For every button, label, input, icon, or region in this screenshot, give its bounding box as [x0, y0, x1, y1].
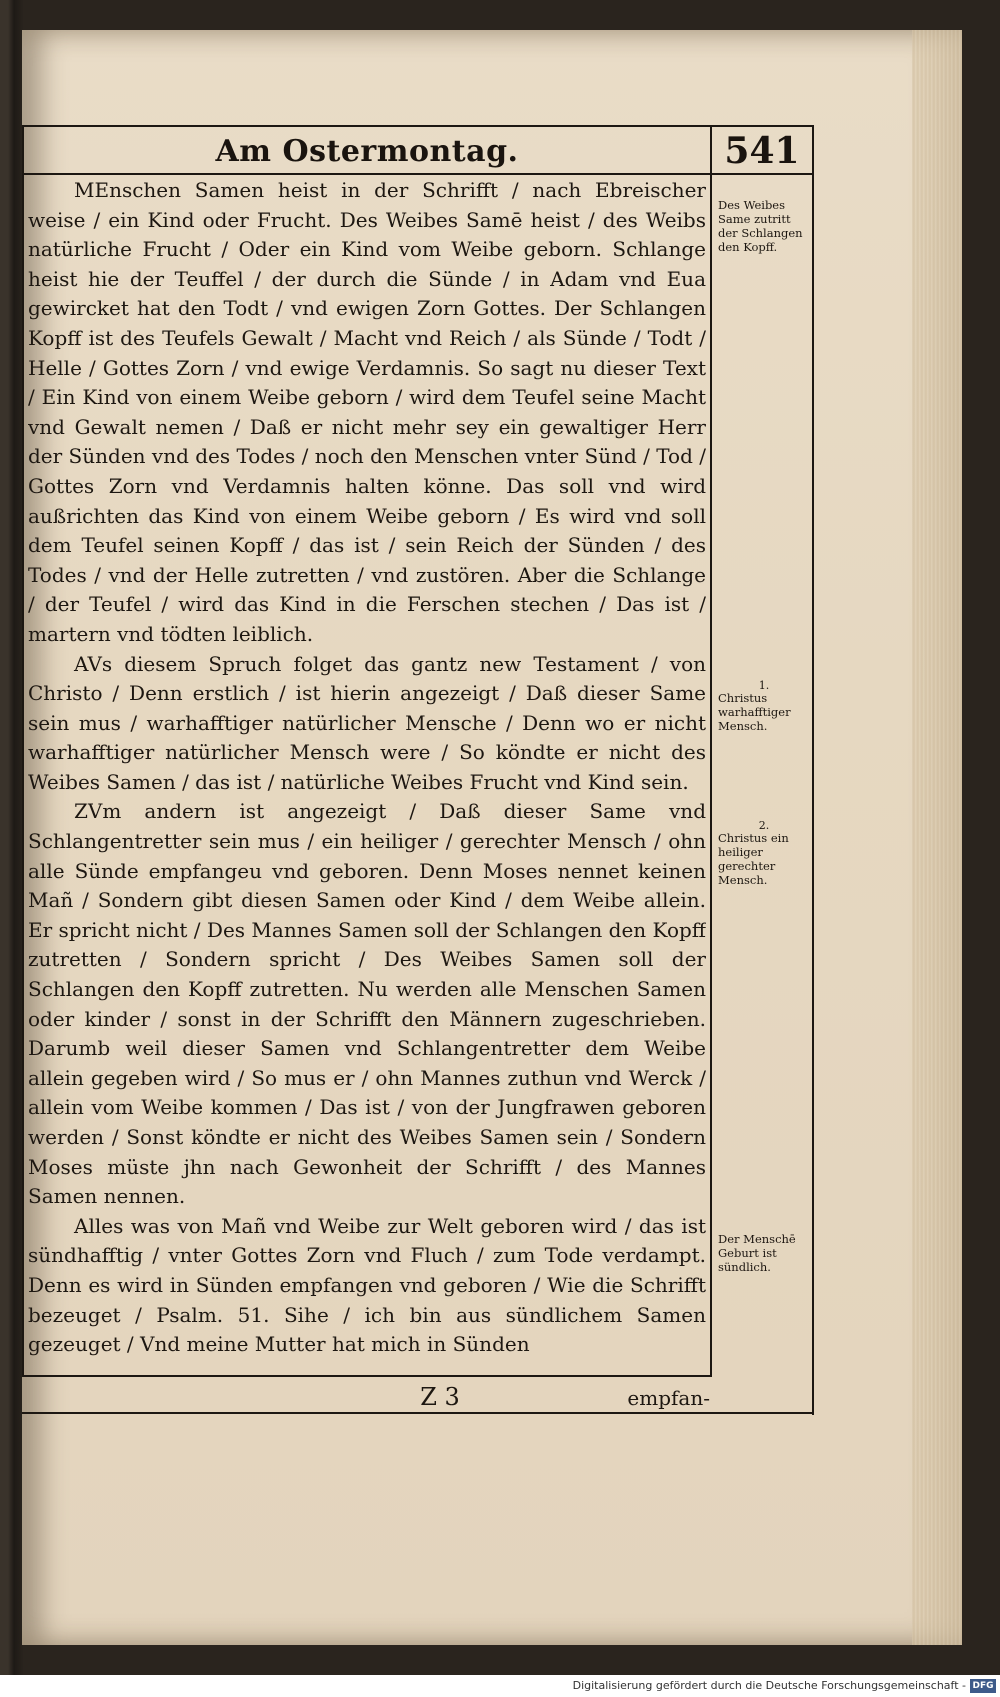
text-bottom-rule — [22, 1375, 712, 1377]
right-border-rule — [812, 125, 814, 1415]
paragraph: Alles was von Mañ vnd Weibe zur Welt geboren wird / das ist sündhafftig / vnter Gottes Zorn vnd Fluch / zum Tode verdampt. Denn es wird in Sünden empfangen vnd geboren / Wie die Schrifft bezeuget / Psalm. 51. Sihe / ich bin aus sündlichem Samen gezeuget / Vnd meine Mutter hat mich in Sünden — [28, 1213, 706, 1357]
marginal-note-text: Christus warhafftiger Mensch. — [718, 691, 791, 733]
footer-rule — [22, 1412, 812, 1414]
paragraph: AVs diesem Spruch folget das gantz new Testament / von Christo / Denn erstlich / ist hierin angezeigt / Daß dieser Same sein mus / warhafftiger natürlicher Mensche / Denn wo er nicht warhafftiger natürlicher Mensch were / So köndte er nicht des Weibes Samen / das ist / natürliche Weibes Frucht vnd Kind sein. — [28, 651, 706, 794]
marginal-note — [718, 1232, 810, 1274]
paragraph: ZVm andern ist angezeigt / Daß dieser Same vnd Schlangentretter sein mus / ein heiliger / gerechter Mensch / ohn alle Sünde empfangeu vnd geboren. Denn Moses nennet keinen Mañ / Sondern gibt diesen Samen oder Kind / dem Weibe allein. Er spricht nicht / Des Mannes Samen soll der Schlangen den Kopff zutretten / Sondern spricht / Des Weibes Samen soll der Schlangen den Kopff zutretten. Nu werden alle Menschen Samen oder kinder / sonst in der Schrifft den Männern zugeschrieben. Darumb weil dieser Samen vnd Schlangentretter dem Weibe allein gegeben wird / So mus er / ohn Mannes zuthun vnd Werck / allein vom Weibe kommen / Das ist / von der Jungfrawen geboren werden / Sonst köndte er nicht des Weibes Samen sein / Sondern Moses müste jhn nach Gewonheit der Schrifft / des Mannes Samen nennen. — [28, 799, 706, 1209]
marginal-note-number: 2. — [758, 819, 770, 832]
marginal-note-text: Des Weibes Same zutritt der Schlangen den Kopff. — [718, 198, 803, 254]
marginal-note — [718, 680, 810, 733]
catchword: empfan- — [627, 1386, 710, 1410]
running-title: Am Ostermontag. — [215, 134, 519, 169]
paragraph: MEnschen Samen heist in der Schrifft / nach Ebreischer weise / ein Kind oder Frucht. Des Weibes Samē heist / des Weibs natürliche Frucht / Oder ein Kind vom Weibe geborn. Schlange heist hie der Teuffel / der durch die Sünde / in Adam vnd Eua gewircket hat den Todt / vnd ewigen Zorn Gottes. Der Schlangen Kopff ist des Teufels Gewalt / Macht vnd Reich / als Sünde / Todt / Helle / Gottes Zorn / vnd ewige Verdamnis. So sagt nu dieser Text / Ein Kind von einem Weibe geborn / wird dem Teufel seine Macht vnd Gewalt nemen / Daß er nicht mehr sey ein gewaltiger Herr der Sünden vnd des Todes / noch den Menschen vnter Sünd / Tod / Gottes Zorn vnd Verdamnis halten könne. Das soll vnd wird außrichten das Kind von einem Weibe geborn / Es wird vnd soll dem Teufel seinen Kopff / das ist / sein Reich der Sünden / des Todes / vnd der Helle zutretten / vnd zustören. Aber die Schlange / der Teufel / wird das Kind in die Ferschen stechen / Das ist / martern vnd tödten leiblich. — [28, 178, 706, 646]
signature-mark: Z 3 — [420, 1383, 460, 1411]
footer-text: Digitalisierung gefördert durch die Deutsche Forschungsgemeinschaft - — [572, 1679, 966, 1692]
marginal-note — [718, 198, 810, 254]
marginal-note-number: 1. — [758, 679, 770, 692]
marginal-note — [718, 820, 810, 887]
page-number: 541 — [724, 130, 800, 172]
page-edge-decoration — [912, 30, 962, 1645]
marginal-note-text: Christus ein heiliger gerechter Mensch. — [718, 831, 789, 887]
footer-bar — [0, 1675, 1000, 1697]
marginal-note-text: Der Menschē Geburt ist sündlich. — [718, 1232, 796, 1274]
dfg-logo[interactable]: DFG — [970, 1679, 996, 1693]
main-text-column — [28, 176, 706, 1372]
